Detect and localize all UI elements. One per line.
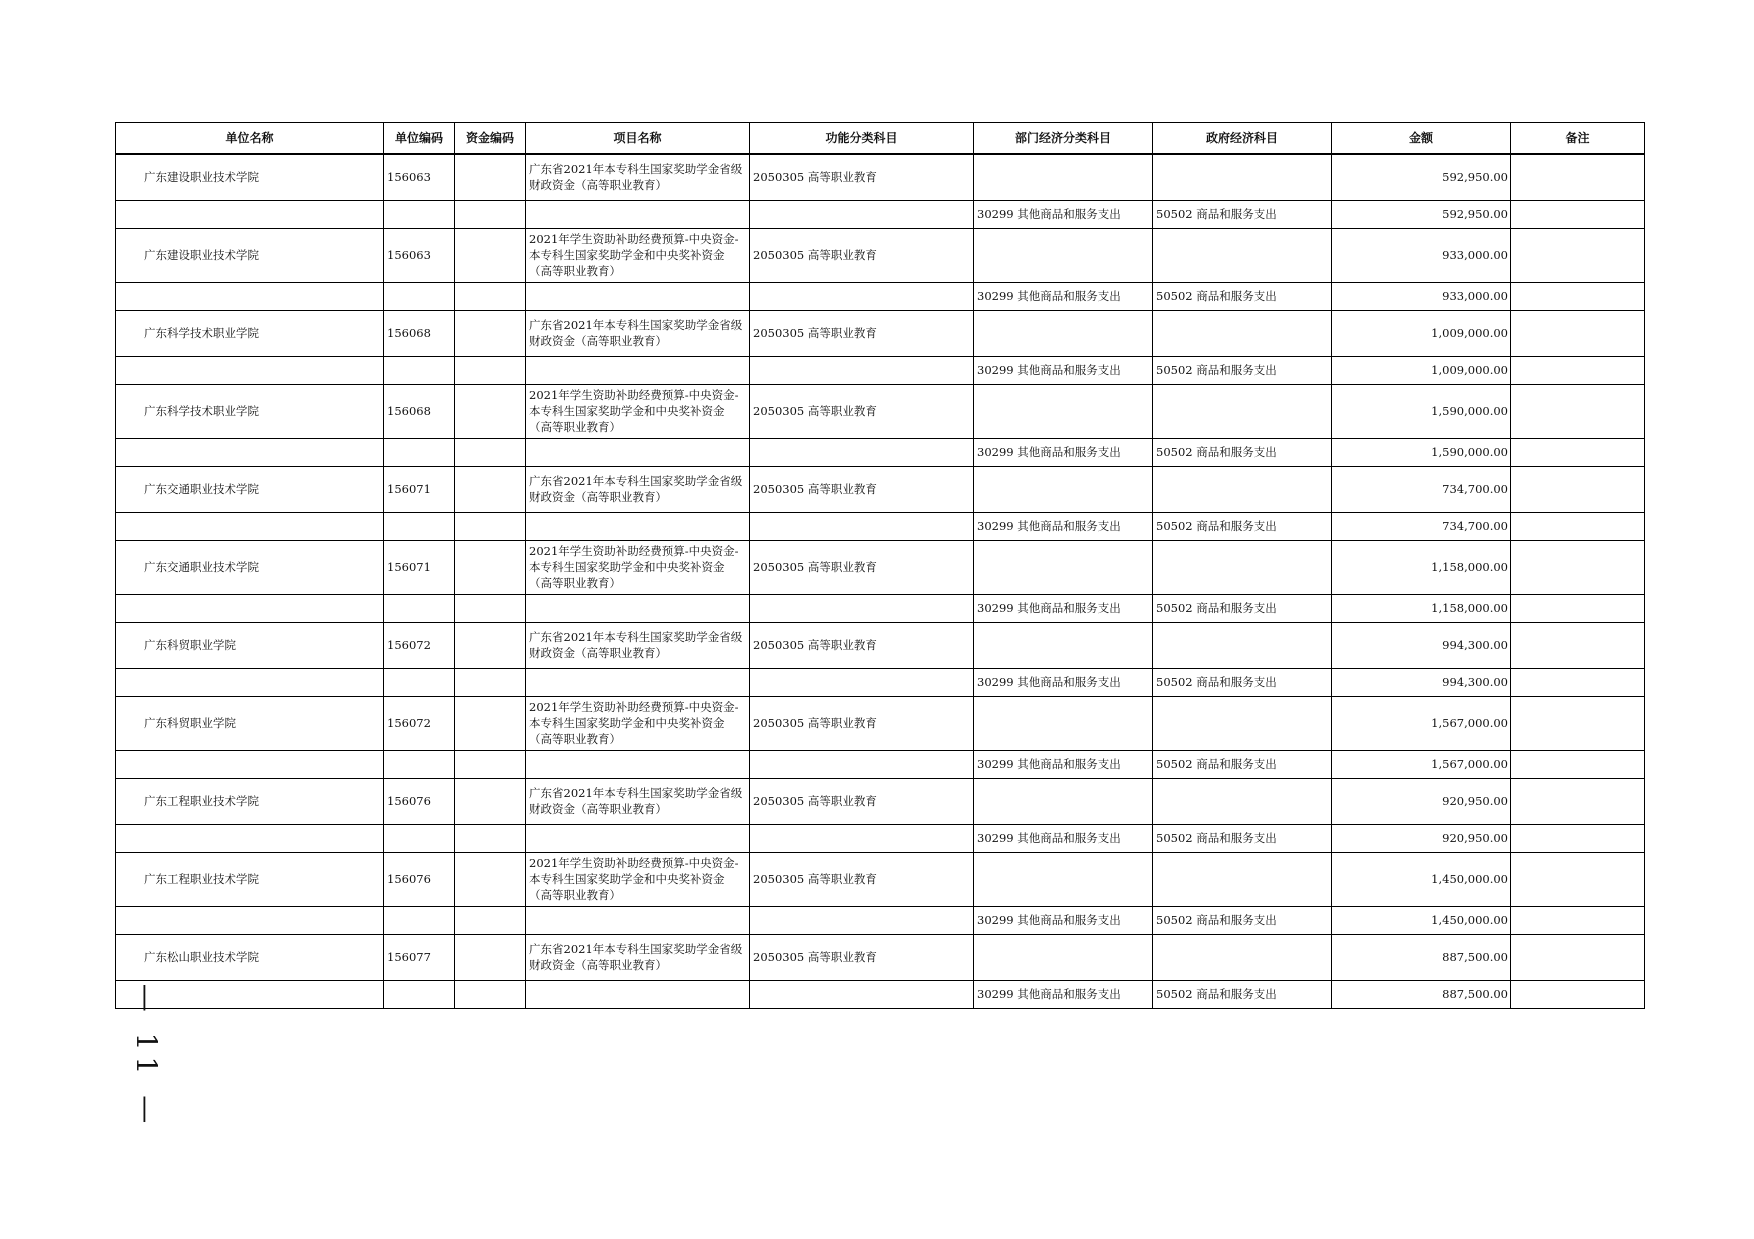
cell-unit-code	[384, 356, 455, 384]
cell-fund-code	[455, 980, 526, 1008]
column-header-unit-code: 单位编码	[384, 123, 455, 155]
cell-project-name	[526, 750, 750, 778]
cell-unit-name: 广东交通职业技术学院	[116, 466, 384, 512]
cell-note	[1511, 824, 1645, 852]
cell-note	[1511, 934, 1645, 980]
cell-amount: 1,590,000.00	[1332, 438, 1511, 466]
cell-fund-code	[455, 750, 526, 778]
cell-project-name: 2021年学生资助补助经费预算-中央资金-本专科生国家奖助学金和中央奖补资金（高等职业教育）	[526, 228, 750, 282]
cell-amount: 933,000.00	[1332, 282, 1511, 310]
table-row	[116, 310, 1645, 356]
table-row	[116, 282, 1645, 310]
cell-unit-code	[384, 668, 455, 696]
cell-unit-code: 156071	[384, 540, 455, 594]
cell-functional-category: 2050305 高等职业教育	[750, 310, 974, 356]
cell-department-economic-category: 30299 其他商品和服务支出	[974, 750, 1153, 778]
cell-functional-category: 2050305 高等职业教育	[750, 228, 974, 282]
cell-fund-code	[455, 696, 526, 750]
cell-fund-code	[455, 466, 526, 512]
table-row	[116, 200, 1645, 228]
cell-functional-category: 2050305 高等职业教育	[750, 778, 974, 824]
cell-functional-category	[750, 512, 974, 540]
cell-department-economic-category	[974, 310, 1153, 356]
cell-government-economic-category	[1153, 696, 1332, 750]
table-row	[116, 594, 1645, 622]
cell-functional-category	[750, 356, 974, 384]
cell-amount: 887,500.00	[1332, 934, 1511, 980]
table-header-row	[116, 123, 1645, 155]
cell-department-economic-category: 30299 其他商品和服务支出	[974, 668, 1153, 696]
cell-fund-code	[455, 824, 526, 852]
cell-department-economic-category: 30299 其他商品和服务支出	[974, 512, 1153, 540]
cell-project-name	[526, 668, 750, 696]
cell-unit-name: 广东科学技术职业学院	[116, 384, 384, 438]
cell-fund-code	[455, 200, 526, 228]
cell-department-economic-category	[974, 540, 1153, 594]
cell-unit-name: 广东工程职业技术学院	[116, 778, 384, 824]
cell-department-economic-category	[974, 228, 1153, 282]
cell-unit-code	[384, 750, 455, 778]
cell-department-economic-category	[974, 778, 1153, 824]
cell-functional-category	[750, 906, 974, 934]
cell-project-name	[526, 906, 750, 934]
cell-government-economic-category	[1153, 228, 1332, 282]
cell-fund-code	[455, 906, 526, 934]
cell-department-economic-category	[974, 466, 1153, 512]
cell-government-economic-category	[1153, 540, 1332, 594]
cell-department-economic-category	[974, 852, 1153, 906]
cell-fund-code	[455, 282, 526, 310]
cell-fund-code	[455, 934, 526, 980]
cell-note	[1511, 852, 1645, 906]
cell-department-economic-category	[974, 384, 1153, 438]
cell-fund-code	[455, 154, 526, 200]
cell-government-economic-category: 50502 商品和服务支出	[1153, 750, 1332, 778]
cell-unit-code: 156072	[384, 622, 455, 668]
cell-unit-code: 156072	[384, 696, 455, 750]
cell-note	[1511, 622, 1645, 668]
cell-unit-name	[116, 282, 384, 310]
table-row	[116, 696, 1645, 750]
cell-unit-name	[116, 824, 384, 852]
cell-government-economic-category: 50502 商品和服务支出	[1153, 200, 1332, 228]
cell-unit-name: 广东科贸职业学院	[116, 622, 384, 668]
column-header-functional-category: 功能分类科目	[750, 123, 974, 155]
table-row	[116, 622, 1645, 668]
cell-fund-code	[455, 384, 526, 438]
cell-government-economic-category	[1153, 778, 1332, 824]
cell-note	[1511, 356, 1645, 384]
cell-note	[1511, 154, 1645, 200]
cell-department-economic-category: 30299 其他商品和服务支出	[974, 438, 1153, 466]
cell-project-name: 2021年学生资助补助经费预算-中央资金-本专科生国家奖助学金和中央奖补资金（高等职业教育）	[526, 852, 750, 906]
cell-government-economic-category: 50502 商品和服务支出	[1153, 512, 1332, 540]
cell-government-economic-category: 50502 商品和服务支出	[1153, 438, 1332, 466]
cell-amount: 1,450,000.00	[1332, 906, 1511, 934]
cell-unit-code	[384, 906, 455, 934]
cell-government-economic-category	[1153, 154, 1332, 200]
budget-table	[115, 122, 1645, 1009]
column-header-department-economic-category: 部门经济分类科目	[974, 123, 1153, 155]
cell-project-name: 广东省2021年本专科生国家奖助学金省级财政资金（高等职业教育）	[526, 466, 750, 512]
cell-note	[1511, 384, 1645, 438]
cell-unit-code: 156071	[384, 466, 455, 512]
cell-fund-code	[455, 778, 526, 824]
cell-amount: 1,158,000.00	[1332, 540, 1511, 594]
cell-unit-code: 156076	[384, 778, 455, 824]
cell-unit-name: 广东松山职业技术学院	[116, 934, 384, 980]
cell-functional-category: 2050305 高等职业教育	[750, 622, 974, 668]
cell-functional-category	[750, 750, 974, 778]
table-row	[116, 466, 1645, 512]
cell-amount: 1,567,000.00	[1332, 750, 1511, 778]
cell-fund-code	[455, 356, 526, 384]
cell-project-name: 广东省2021年本专科生国家奖助学金省级财政资金（高等职业教育）	[526, 934, 750, 980]
cell-project-name: 广东省2021年本专科生国家奖助学金省级财政资金（高等职业教育）	[526, 622, 750, 668]
cell-fund-code	[455, 438, 526, 466]
cell-unit-code: 156063	[384, 154, 455, 200]
cell-unit-code: 156063	[384, 228, 455, 282]
cell-department-economic-category: 30299 其他商品和服务支出	[974, 824, 1153, 852]
cell-fund-code	[455, 852, 526, 906]
cell-government-economic-category: 50502 商品和服务支出	[1153, 906, 1332, 934]
cell-unit-name	[116, 906, 384, 934]
table-row	[116, 668, 1645, 696]
cell-unit-name	[116, 512, 384, 540]
cell-note	[1511, 228, 1645, 282]
table-row	[116, 438, 1645, 466]
cell-note	[1511, 438, 1645, 466]
cell-department-economic-category: 30299 其他商品和服务支出	[974, 282, 1153, 310]
cell-amount: 592,950.00	[1332, 200, 1511, 228]
cell-unit-code	[384, 824, 455, 852]
cell-unit-code	[384, 594, 455, 622]
cell-note	[1511, 980, 1645, 1008]
cell-department-economic-category: 30299 其他商品和服务支出	[974, 594, 1153, 622]
cell-project-name: 2021年学生资助补助经费预算-中央资金-本专科生国家奖助学金和中央奖补资金（高等职业教育）	[526, 696, 750, 750]
cell-amount: 734,700.00	[1332, 466, 1511, 512]
cell-functional-category: 2050305 高等职业教育	[750, 934, 974, 980]
cell-functional-category	[750, 200, 974, 228]
cell-unit-name: 广东科学技术职业学院	[116, 310, 384, 356]
cell-functional-category: 2050305 高等职业教育	[750, 384, 974, 438]
cell-government-economic-category: 50502 商品和服务支出	[1153, 980, 1332, 1008]
cell-fund-code	[455, 540, 526, 594]
cell-government-economic-category: 50502 商品和服务支出	[1153, 824, 1332, 852]
cell-unit-name: 广东建设职业技术学院	[116, 154, 384, 200]
table-row	[116, 852, 1645, 906]
cell-department-economic-category: 30299 其他商品和服务支出	[974, 906, 1153, 934]
cell-government-economic-category: 50502 商品和服务支出	[1153, 594, 1332, 622]
cell-unit-name	[116, 356, 384, 384]
cell-government-economic-category: 50502 商品和服务支出	[1153, 356, 1332, 384]
table-row	[116, 906, 1645, 934]
table-row	[116, 750, 1645, 778]
cell-note	[1511, 512, 1645, 540]
cell-project-name	[526, 438, 750, 466]
table-row	[116, 384, 1645, 438]
cell-amount: 1,567,000.00	[1332, 696, 1511, 750]
column-header-note: 备注	[1511, 123, 1645, 155]
cell-note	[1511, 750, 1645, 778]
cell-functional-category	[750, 980, 974, 1008]
cell-fund-code	[455, 594, 526, 622]
cell-department-economic-category	[974, 934, 1153, 980]
cell-amount: 933,000.00	[1332, 228, 1511, 282]
cell-amount: 994,300.00	[1332, 668, 1511, 696]
cell-government-economic-category	[1153, 310, 1332, 356]
cell-government-economic-category: 50502 商品和服务支出	[1153, 282, 1332, 310]
cell-project-name	[526, 282, 750, 310]
table-row	[116, 512, 1645, 540]
cell-note	[1511, 310, 1645, 356]
column-header-fund-code: 资金编码	[455, 123, 526, 155]
cell-note	[1511, 540, 1645, 594]
cell-project-name	[526, 512, 750, 540]
column-header-project-name: 项目名称	[526, 123, 750, 155]
cell-government-economic-category	[1153, 934, 1332, 980]
cell-functional-category	[750, 668, 974, 696]
cell-unit-name	[116, 200, 384, 228]
cell-department-economic-category: 30299 其他商品和服务支出	[974, 980, 1153, 1008]
cell-project-name	[526, 824, 750, 852]
cell-note	[1511, 594, 1645, 622]
cell-amount: 994,300.00	[1332, 622, 1511, 668]
table-row	[116, 824, 1645, 852]
cell-unit-code: 156077	[384, 934, 455, 980]
table-row	[116, 778, 1645, 824]
cell-functional-category	[750, 282, 974, 310]
cell-note	[1511, 668, 1645, 696]
cell-amount: 887,500.00	[1332, 980, 1511, 1008]
cell-unit-name	[116, 438, 384, 466]
cell-government-economic-category: 50502 商品和服务支出	[1153, 668, 1332, 696]
cell-unit-code	[384, 438, 455, 466]
cell-note	[1511, 466, 1645, 512]
cell-project-name	[526, 356, 750, 384]
cell-project-name: 广东省2021年本专科生国家奖助学金省级财政资金（高等职业教育）	[526, 310, 750, 356]
table-row	[116, 980, 1645, 1008]
cell-unit-name: 广东科贸职业学院	[116, 696, 384, 750]
cell-department-economic-category	[974, 696, 1153, 750]
cell-unit-name	[116, 668, 384, 696]
table-row	[116, 540, 1645, 594]
cell-unit-code	[384, 980, 455, 1008]
cell-project-name	[526, 980, 750, 1008]
cell-amount: 920,950.00	[1332, 824, 1511, 852]
cell-government-economic-category	[1153, 622, 1332, 668]
cell-unit-code	[384, 200, 455, 228]
cell-unit-name: 广东建设职业技术学院	[116, 228, 384, 282]
cell-government-economic-category	[1153, 852, 1332, 906]
cell-department-economic-category	[974, 622, 1153, 668]
cell-unit-code: 156068	[384, 384, 455, 438]
cell-note	[1511, 200, 1645, 228]
cell-fund-code	[455, 622, 526, 668]
cell-fund-code	[455, 668, 526, 696]
cell-unit-name	[116, 594, 384, 622]
cell-functional-category	[750, 824, 974, 852]
column-header-unit-name: 单位名称	[116, 123, 384, 155]
cell-functional-category: 2050305 高等职业教育	[750, 540, 974, 594]
cell-amount: 592,950.00	[1332, 154, 1511, 200]
cell-unit-code: 156068	[384, 310, 455, 356]
cell-fund-code	[455, 512, 526, 540]
cell-unit-code	[384, 282, 455, 310]
cell-project-name: 广东省2021年本专科生国家奖助学金省级财政资金（高等职业教育）	[526, 778, 750, 824]
table-row	[116, 228, 1645, 282]
cell-unit-code: 156076	[384, 852, 455, 906]
cell-functional-category	[750, 438, 974, 466]
cell-amount: 920,950.00	[1332, 778, 1511, 824]
cell-project-name	[526, 200, 750, 228]
cell-unit-code	[384, 512, 455, 540]
cell-amount: 1,009,000.00	[1332, 310, 1511, 356]
cell-functional-category: 2050305 高等职业教育	[750, 154, 974, 200]
cell-amount: 734,700.00	[1332, 512, 1511, 540]
cell-unit-name	[116, 750, 384, 778]
table-row	[116, 356, 1645, 384]
page-number: — 11 —	[130, 983, 164, 1130]
cell-government-economic-category	[1153, 384, 1332, 438]
cell-project-name: 广东省2021年本专科生国家奖助学金省级财政资金（高等职业教育）	[526, 154, 750, 200]
table-row	[116, 934, 1645, 980]
cell-note	[1511, 696, 1645, 750]
cell-amount: 1,450,000.00	[1332, 852, 1511, 906]
cell-functional-category: 2050305 高等职业教育	[750, 852, 974, 906]
cell-functional-category: 2050305 高等职业教育	[750, 466, 974, 512]
cell-functional-category: 2050305 高等职业教育	[750, 696, 974, 750]
cell-department-economic-category	[974, 154, 1153, 200]
cell-functional-category	[750, 594, 974, 622]
cell-amount: 1,590,000.00	[1332, 384, 1511, 438]
cell-note	[1511, 906, 1645, 934]
table-row	[116, 154, 1645, 200]
cell-fund-code	[455, 228, 526, 282]
cell-unit-name: 广东交通职业技术学院	[116, 540, 384, 594]
cell-unit-name: 广东工程职业技术学院	[116, 852, 384, 906]
cell-project-name: 2021年学生资助补助经费预算-中央资金-本专科生国家奖助学金和中央奖补资金（高等职业教育）	[526, 384, 750, 438]
cell-government-economic-category	[1153, 466, 1332, 512]
column-header-government-economic-category: 政府经济科目	[1153, 123, 1332, 155]
cell-project-name: 2021年学生资助补助经费预算-中央资金-本专科生国家奖助学金和中央奖补资金（高等职业教育）	[526, 540, 750, 594]
cell-note	[1511, 282, 1645, 310]
cell-department-economic-category: 30299 其他商品和服务支出	[974, 200, 1153, 228]
cell-amount: 1,009,000.00	[1332, 356, 1511, 384]
cell-amount: 1,158,000.00	[1332, 594, 1511, 622]
cell-project-name	[526, 594, 750, 622]
cell-fund-code	[455, 310, 526, 356]
cell-department-economic-category: 30299 其他商品和服务支出	[974, 356, 1153, 384]
column-header-amount: 金额	[1332, 123, 1511, 155]
cell-note	[1511, 778, 1645, 824]
